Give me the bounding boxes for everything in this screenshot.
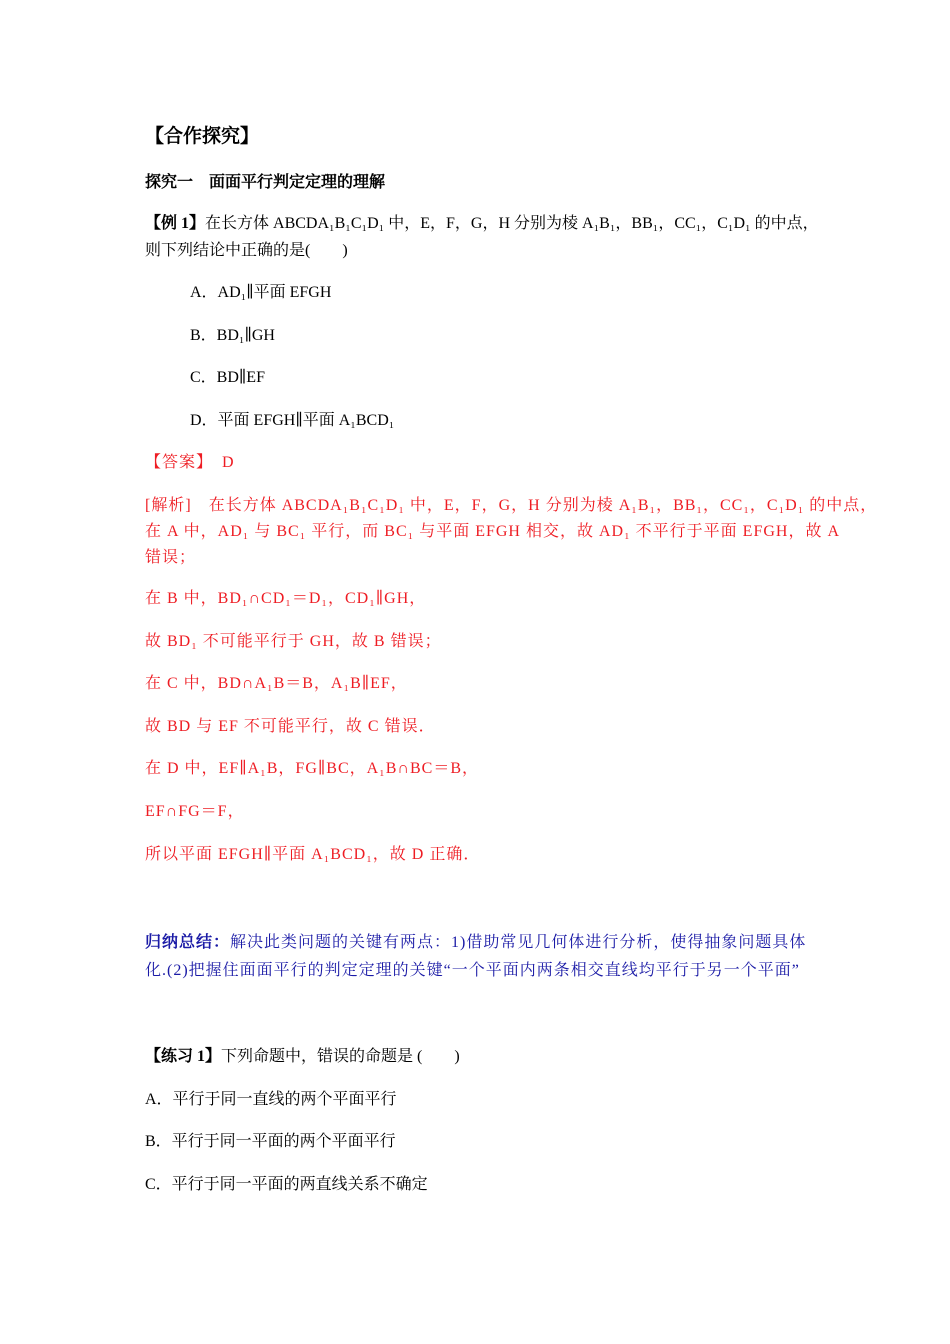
answer-label: 【答案】 bbox=[145, 454, 206, 471]
practice-line bbox=[145, 1047, 460, 1067]
section-title: 【合作探究】 bbox=[145, 126, 260, 147]
summary-line-1 bbox=[145, 933, 806, 953]
practice-question: 下列命题中，错误的命题是 ( ) bbox=[221, 1048, 460, 1065]
analysis-line-3: 错误； bbox=[145, 549, 197, 566]
practice-option-a: A．平行于同一直线的两个平面平行 bbox=[145, 1091, 397, 1108]
example-option-b: B．BD₁∥GH bbox=[190, 327, 275, 344]
practice-label: 【练习 1】 bbox=[145, 1048, 222, 1065]
analysis-line-9: EF∩FG＝F， bbox=[145, 803, 245, 820]
analysis-label: [解析] bbox=[145, 497, 192, 514]
analysis-line-7: 故 BD 与 EF 不可能平行，故 C 错误． bbox=[145, 718, 436, 735]
analysis-line-1 bbox=[145, 496, 877, 516]
example-option-c: C．BD∥EF bbox=[190, 369, 265, 386]
example-label: 【例 1】 bbox=[145, 215, 206, 232]
analysis-line-5: 故 BD₁ 不可能平行于 GH，故 B 错误； bbox=[145, 633, 442, 650]
practice-option-b: B．平行于同一平面的两个平面平行 bbox=[145, 1133, 396, 1150]
example-line-1 bbox=[145, 214, 819, 234]
example-option-a: A．AD₁∥平面 EFGH bbox=[190, 284, 332, 301]
summary-line-2: 化.(2)把握住面面平行的判定定理的关键“一个平面内两条相交直线均平行于另一个平面” bbox=[145, 962, 800, 979]
topic-title: 探究一 面面平行判定定理的理解 bbox=[145, 174, 386, 191]
analysis-text-1: 在长方体 ABCDA₁B₁C₁D₁ 中，E，F，G，H 分别为棱 A₁B₁，BB₁，CC₁，C₁D₁ 的中点， bbox=[208, 497, 878, 514]
analysis-line-8: 在 D 中，EF∥A₁B，FG∥BC，A₁B∩BC＝B， bbox=[145, 760, 479, 777]
summary-text-1: 解决此类问题的关键有两点：1)借助常见几何体进行分析，使得抽象问题具体 bbox=[230, 934, 807, 951]
example-line-2: 则下列结论中正确的是( ) bbox=[145, 242, 348, 259]
analysis-line-2: 在 A 中，AD₁ 与 BC₁ 平行，而 BC₁ 与平面 EFGH 相交，故 AD₁ 不平行于平面 EFGH，故 A bbox=[145, 523, 841, 540]
analysis-line-10: 所以平面 EFGH∥平面 A₁BCD₁，故 D 正确． bbox=[145, 846, 481, 863]
analysis-line-4: 在 B 中，BD₁∩CD₁＝D₁，CD₁∥GH， bbox=[145, 590, 427, 607]
answer-line bbox=[145, 453, 235, 473]
practice-option-c: C．平行于同一平面的两直线关系不确定 bbox=[145, 1176, 428, 1193]
example-option-d: D．平面 EFGH∥平面 A₁BCD₁ bbox=[190, 412, 395, 429]
summary-label: 归纳总结： bbox=[145, 934, 231, 951]
analysis-line-6: 在 C 中，BD∩A₁B＝B，A₁B∥EF， bbox=[145, 675, 408, 692]
answer-value: D bbox=[222, 454, 235, 471]
example-text-1: 在长方体 ABCDA₁B₁C₁D₁ 中，E，F，G，H 分别为棱 A₁B₁，BB₁，CC₁，C₁D₁ 的中点， bbox=[205, 215, 819, 232]
